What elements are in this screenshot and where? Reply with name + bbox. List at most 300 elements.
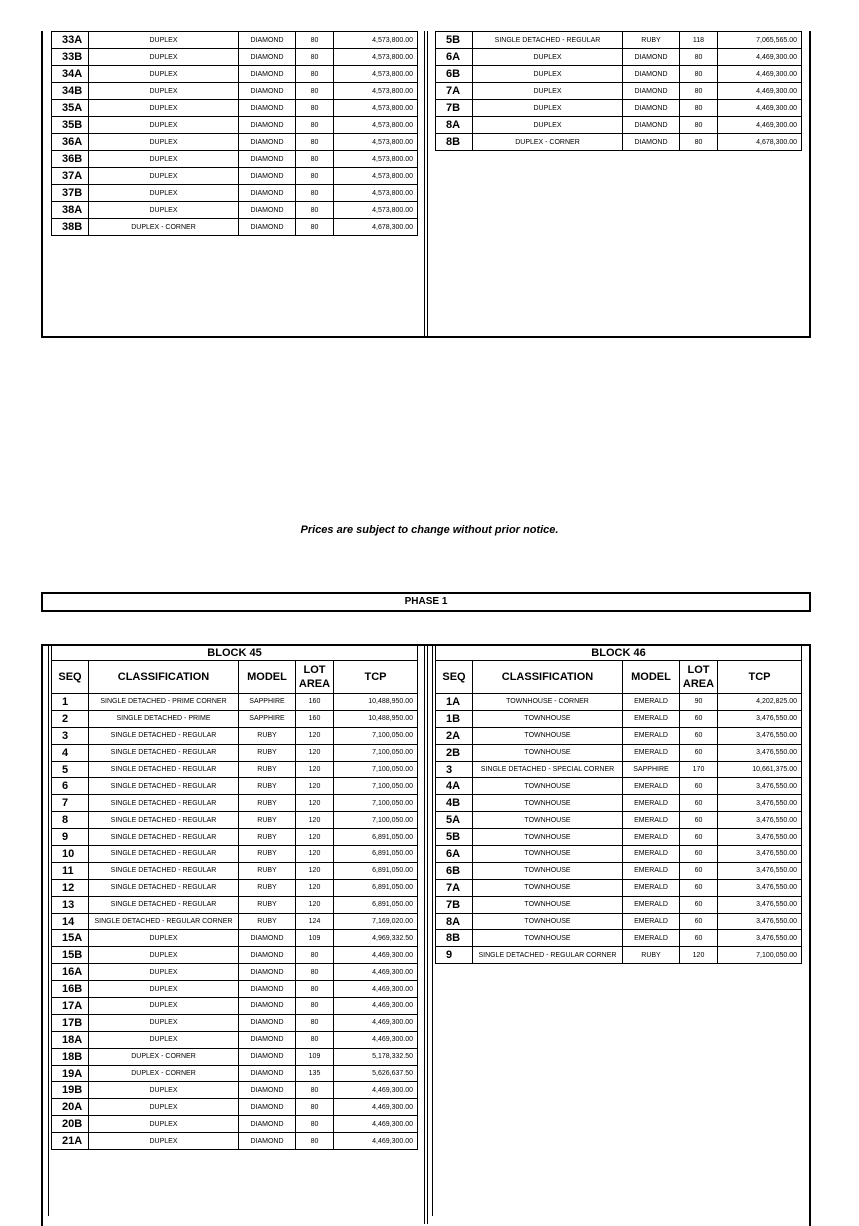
cell-lot-area: 90 xyxy=(680,694,718,711)
cell-lot-area: 80 xyxy=(296,32,334,49)
cell-seq: 37B xyxy=(52,185,89,202)
table-row xyxy=(436,896,802,913)
cell-tcp: 3,476,550.00 xyxy=(718,862,802,879)
cell-lot-area: 60 xyxy=(680,778,718,795)
cell-tcp: 10,488,950.00 xyxy=(334,694,418,711)
cell-seq: 19B xyxy=(52,1082,89,1099)
cell-seq: 9 xyxy=(52,829,89,846)
cell-lot-area: 120 xyxy=(296,862,334,879)
cell-lot-area: 120 xyxy=(296,829,334,846)
cell-seq: 2 xyxy=(52,710,89,727)
cell-lot-area: 120 xyxy=(296,761,334,778)
cell-model: DIAMOND xyxy=(239,930,296,947)
table-row xyxy=(52,795,418,812)
cell-classification: DUPLEX xyxy=(473,66,623,83)
cell-classification: DUPLEX xyxy=(89,1031,239,1048)
cell-seq: 7B xyxy=(436,100,473,117)
cell-tcp: 4,573,800.00 xyxy=(334,151,418,168)
cell-lot-area: 80 xyxy=(296,947,334,964)
cell-model: EMERALD xyxy=(623,913,680,930)
cell-tcp: 5,626,637.50 xyxy=(334,1065,418,1082)
top-right-price-table xyxy=(435,31,802,151)
block-title: BLOCK 45 xyxy=(52,646,418,661)
cell-lot-area: 80 xyxy=(296,151,334,168)
cell-lot-area: 120 xyxy=(296,744,334,761)
cell-model: DIAMOND xyxy=(239,947,296,964)
cell-model: EMERALD xyxy=(623,744,680,761)
header-model: MODEL xyxy=(239,661,296,694)
block-46-rows xyxy=(436,694,802,964)
table-row xyxy=(52,744,418,761)
cell-model: DIAMOND xyxy=(623,49,680,66)
cell-model: RUBY xyxy=(623,947,680,964)
cell-model: DIAMOND xyxy=(239,185,296,202)
cell-tcp: 4,469,300.00 xyxy=(334,1099,418,1116)
table-row xyxy=(52,1116,418,1133)
cell-model: EMERALD xyxy=(623,862,680,879)
cell-tcp: 4,469,300.00 xyxy=(334,1031,418,1048)
cell-model: RUBY xyxy=(239,913,296,930)
cell-classification: SINGLE DETACHED - PRIME CORNER xyxy=(89,694,239,711)
cell-seq: 15B xyxy=(52,947,89,964)
cell-classification: DUPLEX xyxy=(89,1133,239,1150)
cell-lot-area: 120 xyxy=(296,778,334,795)
cell-seq: 37A xyxy=(52,168,89,185)
table-row xyxy=(52,710,418,727)
cell-lot-area: 80 xyxy=(680,66,718,83)
cell-model: SAPPHIRE xyxy=(239,710,296,727)
cell-lot-area: 80 xyxy=(680,134,718,151)
cell-lot-area: 60 xyxy=(680,812,718,829)
block-45-rows xyxy=(52,694,418,1150)
cell-seq: 6A xyxy=(436,49,473,66)
cell-lot-area: 120 xyxy=(296,812,334,829)
cell-classification: DUPLEX xyxy=(89,1082,239,1099)
cell-lot-area: 80 xyxy=(296,49,334,66)
cell-model: DIAMOND xyxy=(239,1048,296,1065)
cell-tcp: 7,065,565.00 xyxy=(718,32,802,49)
cell-model: RUBY xyxy=(239,829,296,846)
cell-tcp: 10,488,950.00 xyxy=(334,710,418,727)
cell-classification: SINGLE DETACHED - REGULAR xyxy=(89,744,239,761)
cell-seq: 5 xyxy=(52,761,89,778)
cell-tcp: 4,573,800.00 xyxy=(334,49,418,66)
cell-seq: 36A xyxy=(52,134,89,151)
cell-seq: 7A xyxy=(436,879,473,896)
cell-seq: 36B xyxy=(52,151,89,168)
header-model: MODEL xyxy=(623,661,680,694)
cell-lot-area: 160 xyxy=(296,694,334,711)
cell-tcp: 4,469,300.00 xyxy=(718,117,802,134)
cell-lot-area: 80 xyxy=(296,981,334,998)
cell-seq: 18B xyxy=(52,1048,89,1065)
cell-classification: DUPLEX xyxy=(89,168,239,185)
cell-tcp: 4,469,300.00 xyxy=(334,964,418,981)
cell-classification: DUPLEX xyxy=(89,1099,239,1116)
cell-seq: 9 xyxy=(436,947,473,964)
cell-tcp: 4,678,300.00 xyxy=(718,134,802,151)
cell-model: EMERALD xyxy=(623,896,680,913)
top-left-rows xyxy=(52,32,418,236)
table-row xyxy=(436,710,802,727)
cell-seq: 6A xyxy=(436,846,473,863)
cell-model: DIAMOND xyxy=(239,1031,296,1048)
cell-model: EMERALD xyxy=(623,778,680,795)
cell-classification: SINGLE DETACHED - REGULAR xyxy=(89,846,239,863)
cell-lot-area: 80 xyxy=(296,1014,334,1031)
cell-tcp: 7,100,050.00 xyxy=(334,778,418,795)
cell-lot-area: 80 xyxy=(296,1082,334,1099)
left-margin-line xyxy=(48,646,49,1216)
cell-seq: 18A xyxy=(52,1031,89,1048)
cell-model: SAPPHIRE xyxy=(623,761,680,778)
cell-model: DIAMOND xyxy=(239,964,296,981)
cell-classification: DUPLEX xyxy=(89,117,239,134)
cell-model: RUBY xyxy=(623,32,680,49)
table-row xyxy=(436,778,802,795)
cell-model: EMERALD xyxy=(623,879,680,896)
cell-classification: DUPLEX xyxy=(89,947,239,964)
cell-seq: 1 xyxy=(52,694,89,711)
cell-seq: 21A xyxy=(52,1133,89,1150)
cell-tcp: 7,100,050.00 xyxy=(718,947,802,964)
cell-classification: DUPLEX xyxy=(473,83,623,100)
table-row xyxy=(52,896,418,913)
cell-tcp: 7,100,050.00 xyxy=(334,795,418,812)
header-seq: SEQ xyxy=(436,661,473,694)
cell-seq: 15A xyxy=(52,930,89,947)
cell-classification: TOWNHOUSE xyxy=(473,846,623,863)
table-row xyxy=(436,879,802,896)
cell-tcp: 3,476,550.00 xyxy=(718,812,802,829)
cell-lot-area: 60 xyxy=(680,879,718,896)
cell-classification: DUPLEX xyxy=(89,32,239,49)
cell-seq: 7A xyxy=(436,83,473,100)
cell-seq: 4A xyxy=(436,778,473,795)
cell-lot-area: 80 xyxy=(296,964,334,981)
table-row xyxy=(52,694,418,711)
right-margin-line xyxy=(432,646,433,1216)
cell-classification: TOWNHOUSE xyxy=(473,879,623,896)
table-row xyxy=(436,846,802,863)
table-row xyxy=(52,862,418,879)
cell-classification: DUPLEX xyxy=(473,117,623,134)
table-row xyxy=(436,83,802,100)
cell-classification: TOWNHOUSE xyxy=(473,744,623,761)
cell-lot-area: 80 xyxy=(296,1116,334,1133)
cell-seq: 38A xyxy=(52,202,89,219)
cell-classification: SINGLE DETACHED - REGULAR xyxy=(473,32,623,49)
table-row xyxy=(52,1014,418,1031)
cell-lot-area: 120 xyxy=(296,879,334,896)
cell-classification: TOWNHOUSE xyxy=(473,710,623,727)
table-row xyxy=(52,32,418,49)
cell-seq: 20A xyxy=(52,1099,89,1116)
cell-seq: 20B xyxy=(52,1116,89,1133)
block-section-divider xyxy=(424,644,428,1224)
cell-model: RUBY xyxy=(239,846,296,863)
cell-seq: 17B xyxy=(52,1014,89,1031)
cell-seq: 5A xyxy=(436,812,473,829)
cell-tcp: 7,100,050.00 xyxy=(334,812,418,829)
table-row xyxy=(52,1133,418,1150)
cell-lot-area: 60 xyxy=(680,710,718,727)
cell-tcp: 3,476,550.00 xyxy=(718,829,802,846)
table-row xyxy=(436,694,802,711)
cell-model: RUBY xyxy=(239,879,296,896)
cell-classification: SINGLE DETACHED - REGULAR xyxy=(89,795,239,812)
cell-classification: TOWNHOUSE xyxy=(473,795,623,812)
cell-seq: 7B xyxy=(436,896,473,913)
cell-lot-area: 120 xyxy=(296,846,334,863)
cell-lot-area: 60 xyxy=(680,862,718,879)
cell-tcp: 4,573,800.00 xyxy=(334,66,418,83)
table-row xyxy=(436,862,802,879)
table-row xyxy=(436,117,802,134)
cell-classification: DUPLEX xyxy=(89,83,239,100)
cell-tcp: 4,469,300.00 xyxy=(334,1133,418,1150)
table-row xyxy=(52,913,418,930)
cell-lot-area: 120 xyxy=(296,896,334,913)
cell-tcp: 4,469,300.00 xyxy=(334,1116,418,1133)
cell-tcp: 5,178,332.50 xyxy=(334,1048,418,1065)
cell-seq: 4B xyxy=(436,795,473,812)
cell-classification: DUPLEX xyxy=(89,185,239,202)
cell-seq: 10 xyxy=(52,846,89,863)
cell-seq: 16B xyxy=(52,981,89,998)
cell-lot-area: 80 xyxy=(296,202,334,219)
table-row xyxy=(436,761,802,778)
table-row xyxy=(52,846,418,863)
cell-lot-area: 80 xyxy=(296,1031,334,1048)
cell-tcp: 4,573,800.00 xyxy=(334,202,418,219)
table-row xyxy=(52,168,418,185)
cell-seq: 35B xyxy=(52,117,89,134)
cell-seq: 5B xyxy=(436,32,473,49)
table-row xyxy=(52,727,418,744)
cell-model: DIAMOND xyxy=(623,134,680,151)
top-right-rows xyxy=(436,32,802,151)
table-row xyxy=(52,930,418,947)
cell-seq: 8B xyxy=(436,134,473,151)
cell-model: DIAMOND xyxy=(239,168,296,185)
cell-classification: TOWNHOUSE xyxy=(473,896,623,913)
cell-model: RUBY xyxy=(239,744,296,761)
cell-lot-area: 109 xyxy=(296,930,334,947)
header-classification: CLASSIFICATION xyxy=(89,661,239,694)
table-row xyxy=(52,778,418,795)
phase-title: PHASE 1 xyxy=(41,592,811,612)
cell-model: DIAMOND xyxy=(239,66,296,83)
top-left-price-table xyxy=(51,31,418,236)
cell-classification: SINGLE DETACHED - REGULAR CORNER xyxy=(473,947,623,964)
cell-model: RUBY xyxy=(239,778,296,795)
cell-seq: 3 xyxy=(436,761,473,778)
cell-seq: 2B xyxy=(436,744,473,761)
cell-model: RUBY xyxy=(239,795,296,812)
cell-model: RUBY xyxy=(239,812,296,829)
top-section-divider xyxy=(424,31,428,337)
table-row xyxy=(52,1099,418,1116)
cell-model: EMERALD xyxy=(623,727,680,744)
cell-classification: DUPLEX xyxy=(89,66,239,83)
header-classification: CLASSIFICATION xyxy=(473,661,623,694)
cell-classification: DUPLEX - CORNER xyxy=(89,219,239,236)
table-row xyxy=(436,795,802,812)
cell-seq: 13 xyxy=(52,896,89,913)
cell-seq: 11 xyxy=(52,862,89,879)
cell-tcp: 3,476,550.00 xyxy=(718,930,802,947)
cell-model: EMERALD xyxy=(623,710,680,727)
cell-classification: DUPLEX xyxy=(89,964,239,981)
cell-classification: SINGLE DETACHED - REGULAR xyxy=(89,879,239,896)
table-row xyxy=(52,1048,418,1065)
cell-lot-area: 80 xyxy=(296,185,334,202)
table-row xyxy=(436,66,802,83)
cell-classification: DUPLEX xyxy=(473,49,623,66)
cell-tcp: 4,469,300.00 xyxy=(718,66,802,83)
cell-classification: TOWNHOUSE xyxy=(473,829,623,846)
cell-seq: 12 xyxy=(52,879,89,896)
table-row xyxy=(436,930,802,947)
header-lot-area: LOT AREA xyxy=(296,661,334,694)
cell-model: EMERALD xyxy=(623,829,680,846)
cell-tcp: 4,469,300.00 xyxy=(718,83,802,100)
cell-seq: 6 xyxy=(52,778,89,795)
cell-tcp: 4,469,300.00 xyxy=(718,49,802,66)
cell-tcp: 4,469,300.00 xyxy=(334,1082,418,1099)
cell-classification: SINGLE DETACHED - REGULAR xyxy=(89,812,239,829)
cell-seq: 3 xyxy=(52,727,89,744)
cell-classification: DUPLEX xyxy=(89,1014,239,1031)
table-row xyxy=(52,947,418,964)
cell-tcp: 6,891,050.00 xyxy=(334,862,418,879)
cell-seq: 6B xyxy=(436,66,473,83)
cell-classification: TOWNHOUSE - CORNER xyxy=(473,694,623,711)
cell-classification: SINGLE DETACHED - REGULAR xyxy=(89,727,239,744)
table-row xyxy=(52,1082,418,1099)
cell-lot-area: 80 xyxy=(296,117,334,134)
cell-tcp: 3,476,550.00 xyxy=(718,795,802,812)
cell-lot-area: 80 xyxy=(296,1099,334,1116)
cell-lot-area: 124 xyxy=(296,913,334,930)
cell-seq: 38B xyxy=(52,219,89,236)
cell-model: DIAMOND xyxy=(239,981,296,998)
cell-classification: SINGLE DETACHED - REGULAR xyxy=(89,761,239,778)
cell-classification: DUPLEX xyxy=(89,134,239,151)
cell-seq: 17A xyxy=(52,998,89,1015)
table-row xyxy=(52,100,418,117)
cell-classification: SINGLE DETACHED - SPECIAL CORNER xyxy=(473,761,623,778)
cell-tcp: 4,469,300.00 xyxy=(334,981,418,998)
cell-classification: DUPLEX xyxy=(89,930,239,947)
cell-tcp: 4,573,800.00 xyxy=(334,134,418,151)
cell-lot-area: 80 xyxy=(680,117,718,134)
cell-lot-area: 80 xyxy=(680,83,718,100)
table-row xyxy=(436,947,802,964)
cell-lot-area: 60 xyxy=(680,896,718,913)
cell-lot-area: 80 xyxy=(296,83,334,100)
cell-classification: SINGLE DETACHED - REGULAR xyxy=(89,896,239,913)
cell-tcp: 3,476,550.00 xyxy=(718,896,802,913)
cell-classification: TOWNHOUSE xyxy=(473,727,623,744)
cell-classification: SINGLE DETACHED - REGULAR xyxy=(89,862,239,879)
cell-classification: SINGLE DETACHED - REGULAR xyxy=(89,778,239,795)
header-lot-area: LOT AREA xyxy=(680,661,718,694)
cell-model: RUBY xyxy=(239,727,296,744)
cell-classification: TOWNHOUSE xyxy=(473,930,623,947)
cell-model: DIAMOND xyxy=(239,1116,296,1133)
cell-lot-area: 80 xyxy=(296,1133,334,1150)
cell-lot-area: 120 xyxy=(296,795,334,812)
table-row xyxy=(52,219,418,236)
cell-seq: 8 xyxy=(52,812,89,829)
cell-lot-area: 60 xyxy=(680,829,718,846)
cell-lot-area: 80 xyxy=(296,100,334,117)
cell-tcp: 3,476,550.00 xyxy=(718,846,802,863)
cell-tcp: 4,573,800.00 xyxy=(334,32,418,49)
cell-lot-area: 60 xyxy=(680,846,718,863)
cell-classification: DUPLEX xyxy=(89,202,239,219)
header-seq: SEQ xyxy=(52,661,89,694)
table-row xyxy=(436,744,802,761)
cell-tcp: 3,476,550.00 xyxy=(718,727,802,744)
cell-lot-area: 80 xyxy=(296,998,334,1015)
cell-classification: TOWNHOUSE xyxy=(473,778,623,795)
table-row xyxy=(52,981,418,998)
cell-lot-area: 120 xyxy=(680,947,718,964)
table-row xyxy=(436,32,802,49)
cell-seq: 33A xyxy=(52,32,89,49)
cell-model: RUBY xyxy=(239,896,296,913)
cell-seq: 8B xyxy=(436,930,473,947)
cell-lot-area: 118 xyxy=(680,32,718,49)
cell-seq: 8A xyxy=(436,117,473,134)
cell-seq: 4 xyxy=(52,744,89,761)
cell-model: EMERALD xyxy=(623,694,680,711)
table-row xyxy=(436,100,802,117)
cell-tcp: 4,573,800.00 xyxy=(334,83,418,100)
cell-tcp: 6,891,050.00 xyxy=(334,829,418,846)
cell-tcp: 4,469,300.00 xyxy=(334,947,418,964)
cell-model: DIAMOND xyxy=(239,134,296,151)
cell-classification: DUPLEX - CORNER xyxy=(89,1048,239,1065)
cell-model: DIAMOND xyxy=(239,202,296,219)
cell-tcp: 3,476,550.00 xyxy=(718,778,802,795)
table-row xyxy=(436,913,802,930)
cell-classification: SINGLE DETACHED - REGULAR xyxy=(89,829,239,846)
cell-seq: 16A xyxy=(52,964,89,981)
cell-seq: 34B xyxy=(52,83,89,100)
cell-lot-area: 80 xyxy=(296,66,334,83)
cell-seq: 6B xyxy=(436,862,473,879)
cell-model: DIAMOND xyxy=(623,117,680,134)
cell-tcp: 4,573,800.00 xyxy=(334,100,418,117)
cell-classification: DUPLEX xyxy=(89,981,239,998)
cell-model: DIAMOND xyxy=(239,151,296,168)
table-row xyxy=(436,829,802,846)
table-row xyxy=(52,1031,418,1048)
cell-tcp: 7,100,050.00 xyxy=(334,761,418,778)
cell-classification: SINGLE DETACHED - REGULAR CORNER xyxy=(89,913,239,930)
cell-tcp: 3,476,550.00 xyxy=(718,879,802,896)
cell-model: DIAMOND xyxy=(239,1065,296,1082)
cell-model: DIAMOND xyxy=(239,1099,296,1116)
cell-classification: DUPLEX xyxy=(89,998,239,1015)
cell-model: DIAMOND xyxy=(239,998,296,1015)
cell-seq: 5B xyxy=(436,829,473,846)
cell-tcp: 4,469,300.00 xyxy=(334,1014,418,1031)
